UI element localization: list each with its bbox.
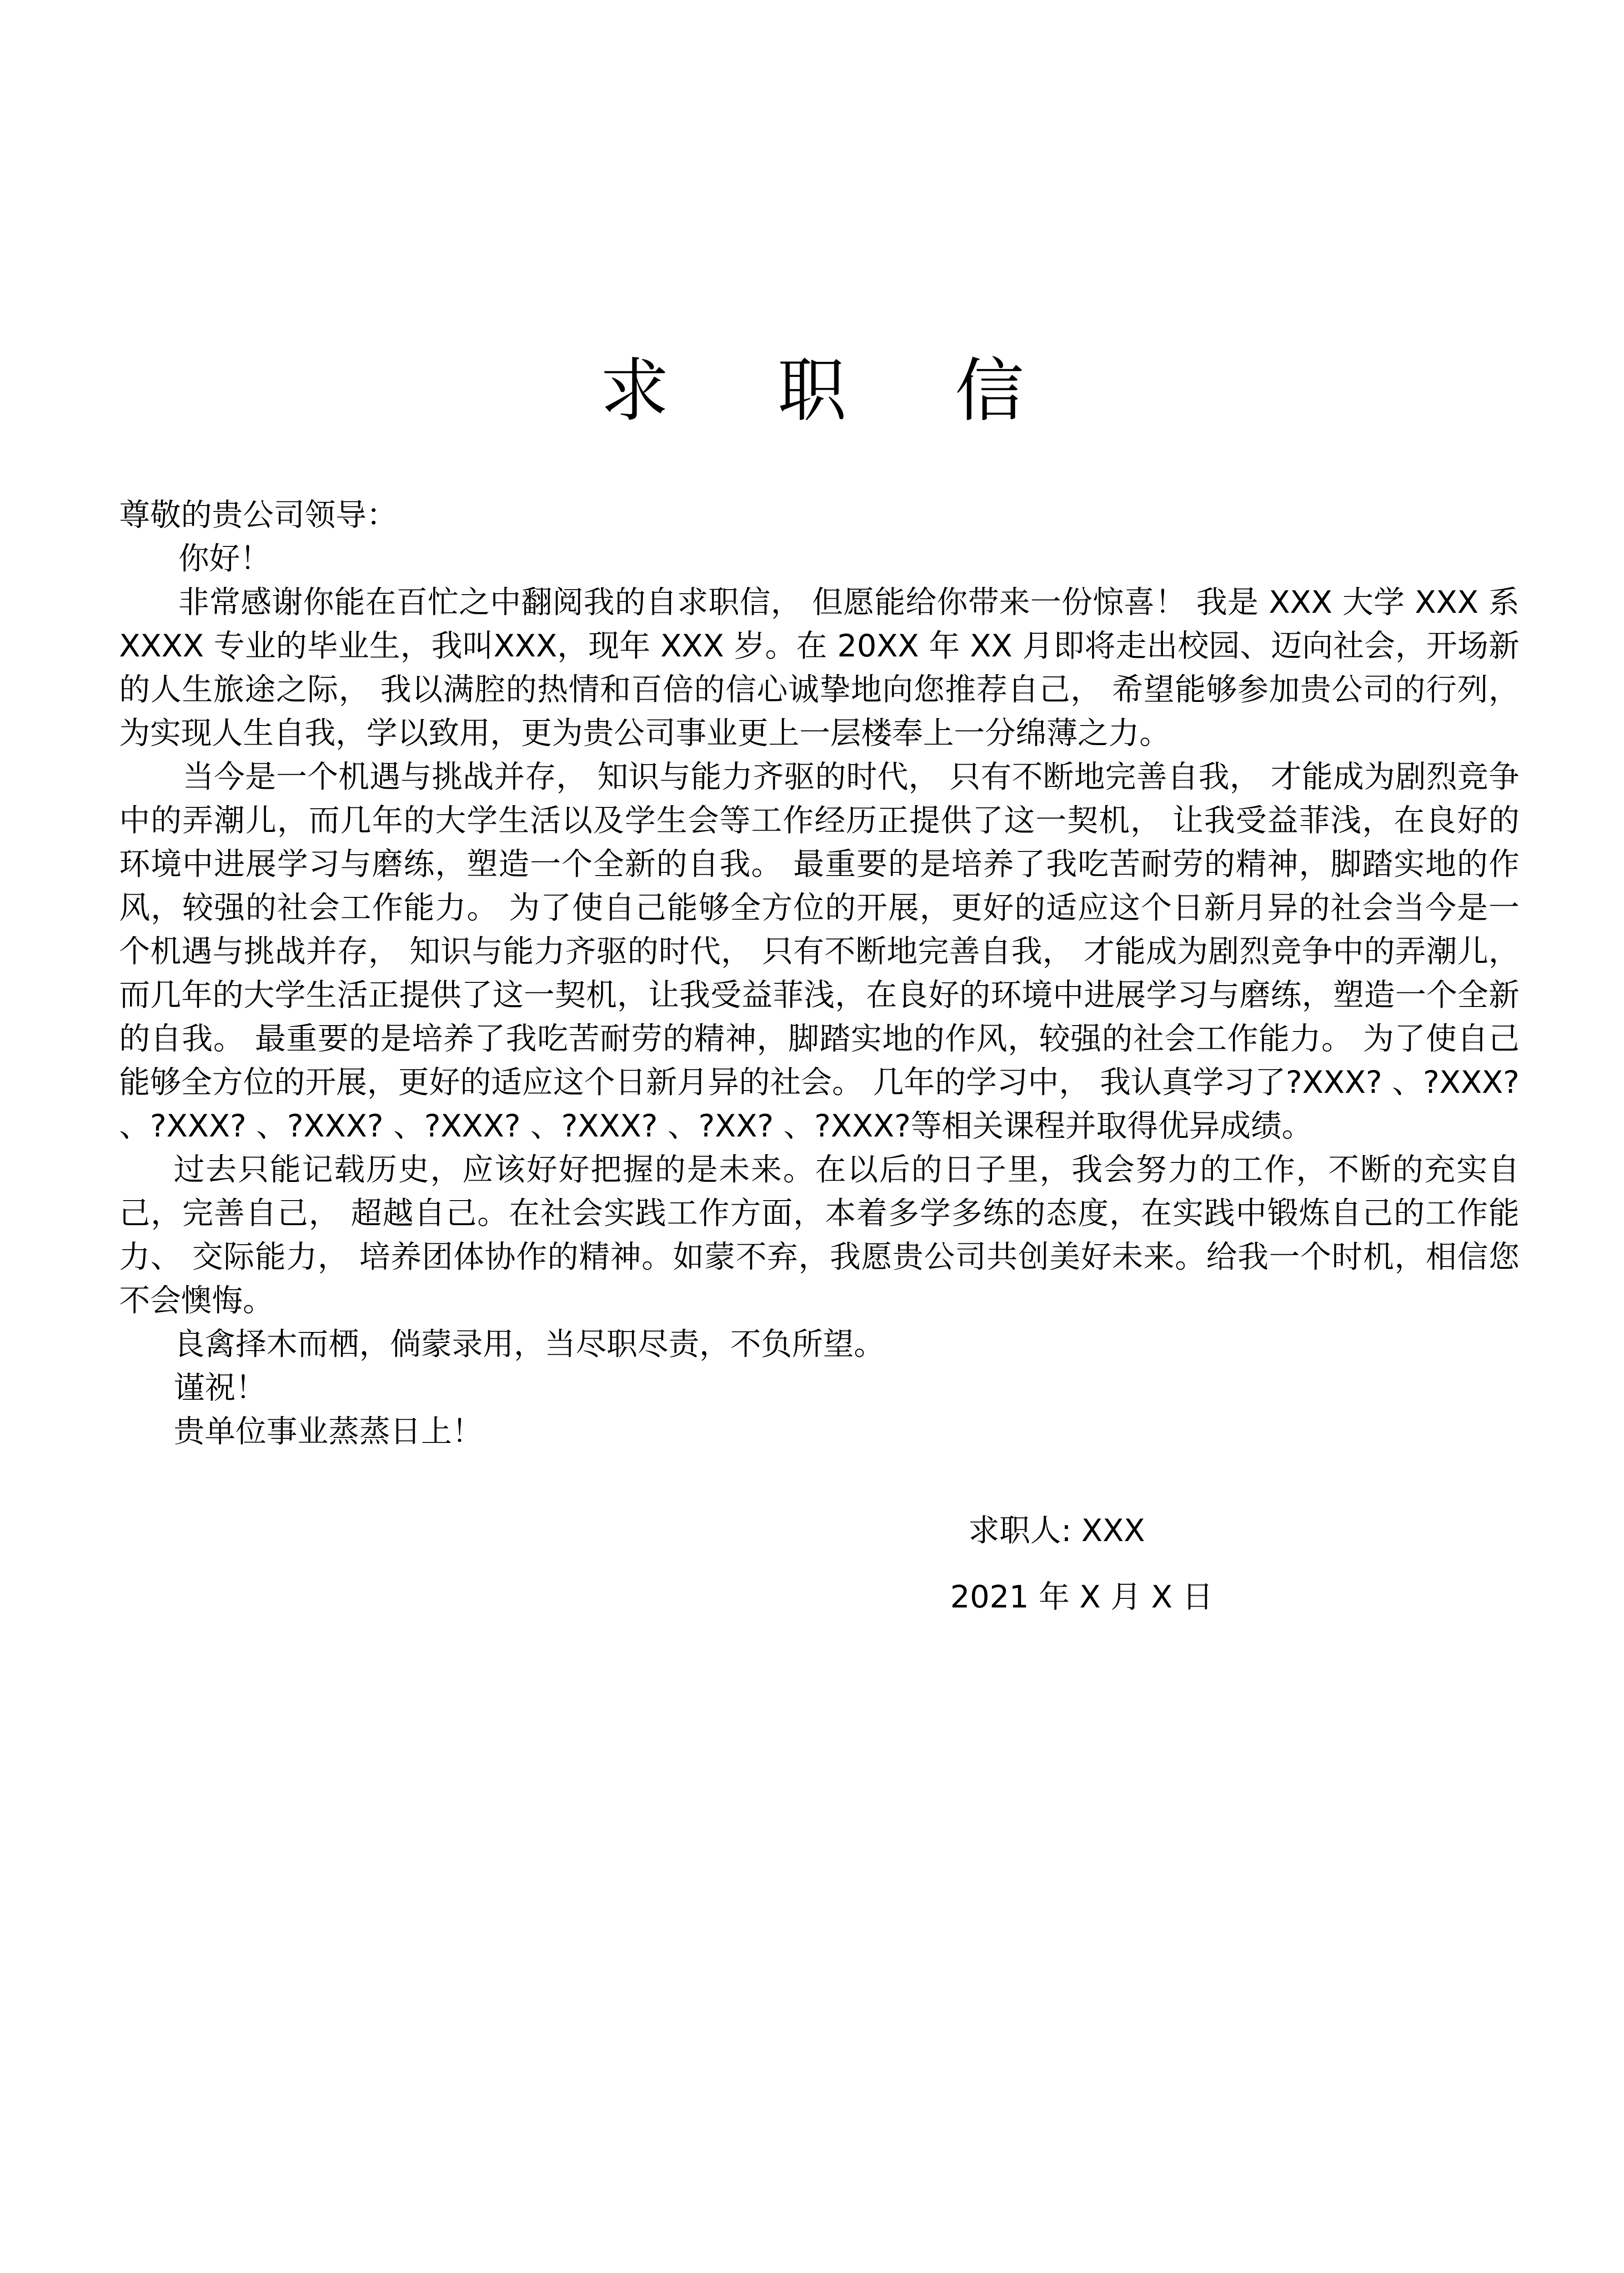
letter-body (119, 494, 1519, 1454)
greeting: 你好！ (178, 541, 271, 577)
paragraph-intro: 非常感谢你能在百忙之中翻阅我的自求职信， 但愿能给你带来一份惊喜！ 我是 XXX 大学 XXX 系 XXXX 专业的毕业生，我叫XXX，现年 XXX 岁。在 20XX 年 XX 月即将走出校园、迈向社会，开场新的人生旅途之际， 我以满腔的热情和百倍的信心诚挚地向您推荐自己， 希望能够参加贵公司的行列，为实现人生自我，学以致用，更为贵公司事业更上一层楼奉上一分绵薄之力。 (119, 585, 1519, 751)
paragraph-future: 过去只能记载历史，应该好好把握的是未来。在以后的日子里，我会努力的工作，不断的充实自己，完善自己， 超越自己。在社会实践工作方面，本着多学多练的态度，在实践中锻炼自己的工作能力、 交际能力， 培养团体协作的精神。如蒙不弃，我愿贵公司共创美好未来。给我一个时机，相信您不会懊悔。 (119, 1152, 1519, 1319)
signature-name: 求职人: XXX (968, 1513, 1145, 1549)
closing-line: 良禽择木而栖，倘蒙录用，当尽职尽责，不负所望。 (174, 1327, 885, 1362)
wishes: 贵单位事业蒸蒸日上！ (174, 1414, 483, 1450)
letter-title: 求 职 信 (600, 350, 1068, 431)
regards: 谨祝！ (174, 1370, 267, 1406)
signature-date: 2021 年 X 月 X 日 (950, 1579, 1213, 1615)
salutation: 尊敬的贵公司领导： (119, 497, 398, 533)
paragraph-experience: 当今是一个机遇与挑战并存， 知识与能力齐驱的时代， 只有不断地完善自我， 才能成为剧烈竞争中的弄潮儿，而几年的大学生活以及学生会等工作经历正提供了这一契机， 让我受益菲浅，在良好的环境中进展学习与磨练，塑造一个全新的自我。 最重要的是培养了我吃苦耐劳的精神，脚踏实地的作风，较强的社会工作能力。 为了使自己能够全方位的开展，更好的适应这个日新月异的社会当今是一个机遇与挑战并存， 知识与能力齐驱的时代， 只有不断地完善自我， 才能成为剧烈竞争中的弄潮儿，而几年的大学生活正提供了这一契机，让我受益菲浅，在良好的环境中进展学习与磨练，塑造一个全新的自我。 最重要的是培养了我吃苦耐劳的精神，脚踏实地的作风，较强的社会工作能力。 为了使自己能够全方位的开展，更好的适应这个日新月异的社会。 几年的学习中， 我认真学习了?XXX? 、?XXX? 、?XXX? 、?XXX? 、?XXX? 、?XXX? 、?XX? 、?XXX?等相关课程并取得优异成绩。 (119, 759, 1519, 1144)
signature-block (950, 1509, 1213, 1619)
